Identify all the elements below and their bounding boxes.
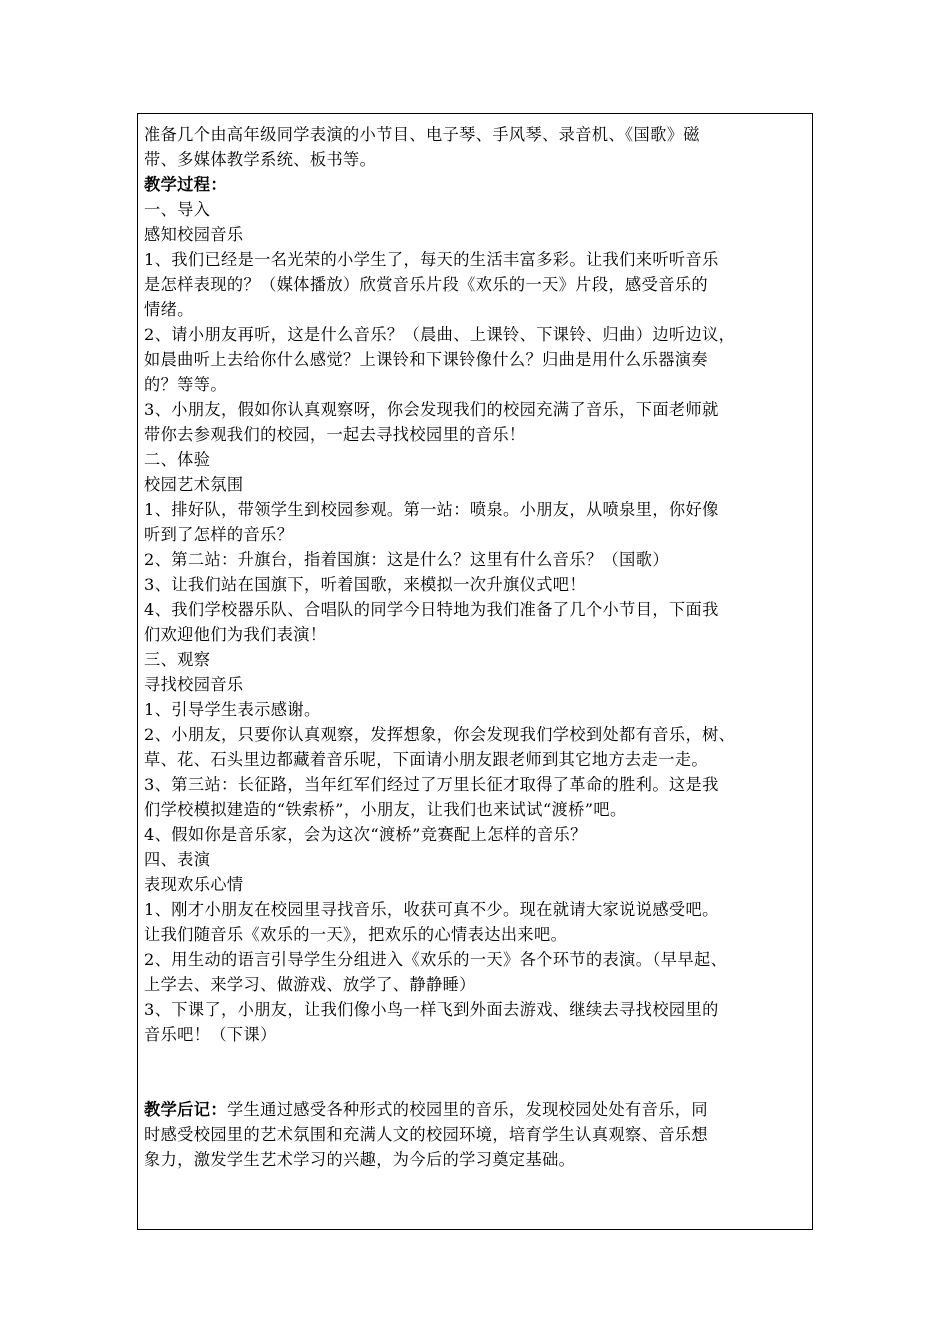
blank-line bbox=[144, 1047, 808, 1072]
notes-body bbox=[144, 1122, 808, 1172]
body-line: 四、表演 bbox=[144, 850, 211, 869]
body-line: 三、观察 bbox=[144, 650, 211, 669]
body-line: 们欢迎他们为我们表演！ bbox=[144, 625, 327, 644]
body-line: 2、小朋友，只要你认真观察，发挥想象，你会发现我们学校到处都有音乐，树、 bbox=[144, 725, 736, 744]
notes-text: 学生通过感受各种形式的校园里的音乐，发现校园处处有音乐，同 bbox=[226, 1100, 708, 1119]
process-heading: 教学过程： bbox=[144, 175, 227, 194]
body-line: 二、体验 bbox=[144, 450, 211, 469]
body-line: 音乐吧！（下课） bbox=[144, 1025, 277, 1044]
body-line: 2、请小朋友再听，这是什么音乐？（晨曲、上课铃、下课铃、归曲）边听边议， bbox=[144, 325, 736, 344]
body-line: 一、导入 bbox=[144, 200, 211, 219]
body-line: 4、我们学校器乐队、合唱队的同学今日特地为我们准备了几个小节目，下面我 bbox=[144, 600, 719, 619]
blank-line bbox=[144, 1072, 808, 1097]
body-line: 上学去、来学习、做游戏、放学了、静静睡） bbox=[144, 975, 476, 994]
body-line: 3、小朋友，假如你认真观察呀，你会发现我们的校园充满了音乐，下面老师就 bbox=[144, 400, 719, 419]
process-body bbox=[144, 197, 808, 1047]
lesson-content bbox=[144, 122, 808, 1172]
body-line: 校园艺术氛围 bbox=[144, 475, 244, 494]
body-line: 3、让我们站在国旗下，听着国歌，来模拟一次升旗仪式吧！ bbox=[144, 575, 586, 594]
notes-first-line bbox=[144, 1097, 808, 1122]
body-line: 听到了怎样的音乐？ bbox=[144, 525, 294, 544]
body-line: 1、我们已经是一名光荣的小学生了，每天的生活丰富多彩。让我们来听听音乐 bbox=[144, 250, 719, 269]
body-line: 如晨曲听上去给你什么感觉？上课铃和下课铃像什么？归曲是用什么乐器演奏 bbox=[144, 350, 708, 369]
body-line: 4、假如你是音乐家，会为这次“渡桥”竞赛配上怎样的音乐？ bbox=[144, 825, 587, 844]
body-line: 是怎样表现的？（媒体播放）欣赏音乐片段《欢乐的一天》片段，感受音乐的 bbox=[144, 275, 708, 294]
body-line: 1、引导学生表示感谢。 bbox=[144, 700, 321, 719]
body-line: 3、第三站：长征路，当年红军们经过了万里长征才取得了革命的胜利。这是我 bbox=[144, 775, 719, 794]
body-line: 3、下课了，小朋友，让我们像小鸟一样飞到外面去游戏、继续去寻找校园里的 bbox=[144, 1000, 719, 1019]
body-line: 们学校模拟建造的“铁索桥”，小朋友，让我们也来试试“渡桥”吧。 bbox=[144, 800, 627, 819]
intro-line: 准备几个由高年级同学表演的小节目、电子琴、手风琴、录音机、《国歌》磁 bbox=[144, 125, 700, 144]
intro-line: 带、多媒体教学系统、板书等。 bbox=[144, 150, 377, 169]
notes-line: 时感受校园里的艺术氛围和充满人文的校园环境，培育学生认真观察、音乐想 bbox=[144, 1125, 708, 1144]
body-line: 2、第二站：升旗台，指着国旗：这是什么？这里有什么音乐？（国歌） bbox=[144, 550, 669, 569]
body-line: 1、刚才小朋友在校园里寻找音乐，收获可真不少。现在就请大家说说感受吧。 bbox=[144, 900, 719, 919]
body-line: 的？等等。 bbox=[144, 375, 227, 394]
body-line: 1、排好队，带领学生到校园参观。第一站：喷泉。小朋友，从喷泉里，你好像 bbox=[144, 500, 719, 519]
notes-line: 象力，激发学生艺术学习的兴趣，为今后的学习奠定基础。 bbox=[144, 1150, 576, 1169]
body-line: 带你去参观我们的校园，一起去寻找校园里的音乐！ bbox=[144, 425, 526, 444]
intro-paragraph bbox=[144, 122, 808, 172]
body-line: 表现欢乐心情 bbox=[144, 875, 244, 894]
body-line: 情绪。 bbox=[144, 300, 194, 319]
notes-label: 教学后记： bbox=[144, 1100, 227, 1119]
body-line: 感知校园音乐 bbox=[144, 225, 244, 244]
body-line: 草、花、石头里边都藏着音乐呢，下面请小朋友跟老师到其它地方去走一走。 bbox=[144, 750, 708, 769]
body-line: 2、用生动的语言引导学生分组进入《欢乐的一天》各个环节的表演。（早早起、 bbox=[144, 950, 728, 969]
body-line: 让我们随音乐《欢乐的一天》，把欢乐的心情表达出来吧。 bbox=[144, 925, 568, 944]
body-line: 寻找校园音乐 bbox=[144, 675, 244, 694]
